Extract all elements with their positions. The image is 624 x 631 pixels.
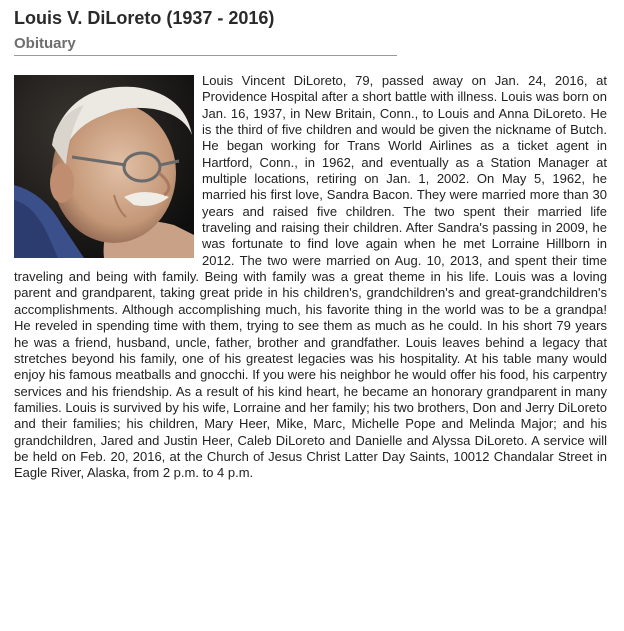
obituary-text: Louis Vincent DiLoreto, 79, passed away on Jan. 24, 2016, at Providence Hospital after a short battle with illness. Louis was born on Jan. 16, 1937, in New Britain, Conn., to Louis and Anna DiLoreto. He is the third of five children and would be given the nickname of Butch. He began working for Trans World Airlines as a ticket agent in Hartford, Conn., in 1962, and eventually as a Station Manager at multiple locations, retiring on Jan. 1, 2002. On May 5, 1962, he married his first love, Sandra Bacon. They were married more than 30 years and raised five children. The two spent their married life traveling and raising their children. After Sandra's passing in 2009, he was fortunate to find love again when he met Lorraine Hillborn in 2012. The two were married on Aug. 10, 2013, and spent their time traveling and being with family. Being with family was a great theme in his life. Louis was a loving parent and grandparent, taking great pride in his children's, grandchildren's and great-grandchildren's accomplishments. Although accomplishing much, his favorite thing in the world was to be a grandpa! He reveled in spending time with them, trying to see them as much as he could. In his short 79 years he was a friend, husband, uncle, father, brother and grandfather. Louis leaves behind a legacy that stretches beyond his family, one of his greatest legacies was his hospitality. At his table many would enjoy his famous meatballs and gnocchi. If you were his neighbor he would offer his food, his carpentry services and his friendship. As a result of his kind heart, he became an honorary grandparent in many families. Louis is survived by his wife, Lorraine and her family; his two brothers, Don and Jerry DiLoreto and their families; his children, Mary Heer, Mike, Marc, Michelle Pope and Melinda Major; and his grandchildren, Jared and Justin Heer, Caleb DiLoreto and Danielle and Alyssa DiLoreto. A service will be held on Feb. 20, 2016, at the Church of Jesus Christ Latter Day Saints, 10012 Chandalar Street in Eagle River, Alaska, from 2 p.m. to 4 p.m. bbox=[14, 73, 607, 481]
obituary-page bbox=[14, 6, 614, 482]
section-subtitle: Obituary bbox=[14, 34, 397, 56]
portrait-photo-icon bbox=[14, 75, 194, 258]
obituary-body bbox=[14, 73, 607, 482]
page-title: Louis V. DiLoreto (1937 - 2016) bbox=[14, 8, 275, 28]
portrait-photo bbox=[14, 75, 194, 258]
